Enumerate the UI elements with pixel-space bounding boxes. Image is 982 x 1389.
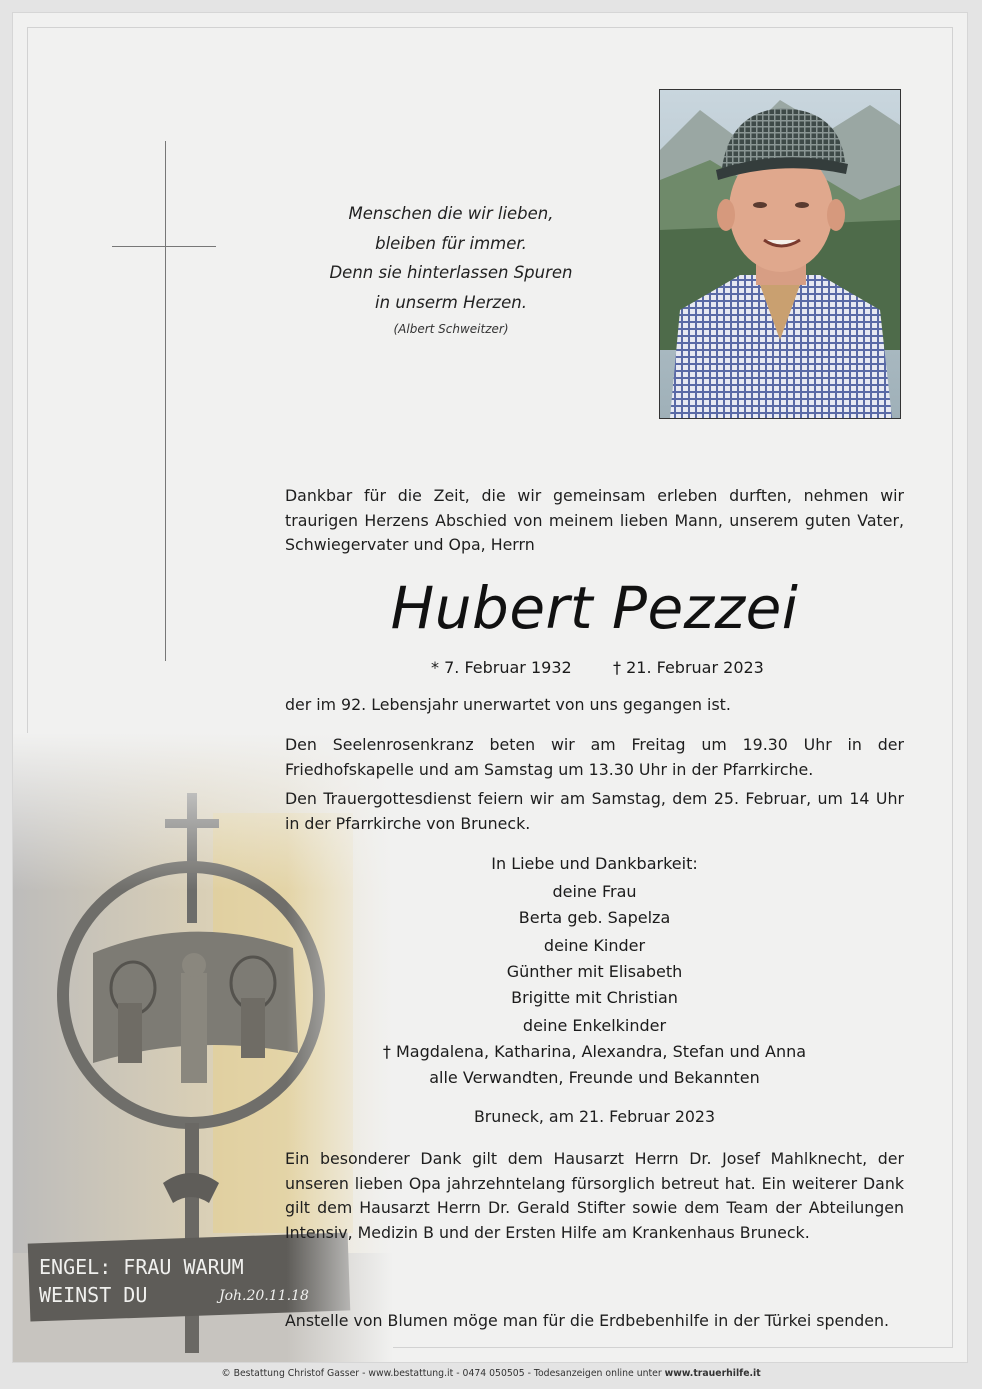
deceased-name: Hubert Pezzei: [390, 574, 799, 642]
quote-line: Menschen die wir lieben,: [348, 204, 554, 223]
cross-bar: [112, 246, 216, 247]
obituary-card: [12, 12, 968, 1363]
footer-link[interactable]: www.trauerhilfe.it: [664, 1368, 761, 1379]
family-line: Günther mit Elisabeth: [506, 962, 683, 981]
family-list: [285, 851, 904, 1091]
quote-line: Denn sie hinterlassen Spuren: [329, 263, 573, 282]
family-line: deine Enkelkinder: [522, 1016, 667, 1035]
funeral-text: Den Trauergottesdienst feiern wir am Samstag, dem 25. Februar, um 14 Uhr in der Pfarrkirche von Bruneck.: [285, 789, 904, 833]
thanks-text: Ein besonderer Dank gilt dem Hausarzt Herrn Dr. Josef Mahlknecht, der unseren lieben Opa jahrzehntelang fürsorglich betreut hat. Ein weiterer Dank gilt dem Hausarzt Herrn Dr. Gerald Stifter sowie dem Team der Abteilungen Intensiv, Medizin B und der Ersten Hilfe am Krankenhaus Bruneck.: [285, 1149, 904, 1242]
quote-author: (Albert Schweitzer): [393, 322, 509, 336]
donation-text: Anstelle von Blumen möge man für die Erdbebenhilfe in der Türkei spenden.: [285, 1311, 890, 1330]
rosary-text: Den Seelenrosenkranz beten wir am Freitag um 19.30 Uhr in der Friedhofskapelle und am Samstag um 13.30 Uhr in der Pfarrkirche.: [285, 735, 904, 779]
family-line: deine Kinder: [543, 936, 646, 955]
portrait-photo: [659, 89, 901, 419]
cross-icon: [165, 141, 166, 661]
place-date: Bruneck, am 21. Februar 2023: [473, 1107, 716, 1126]
family-line: Berta geb. Sapelza: [518, 908, 671, 927]
age-text: der im 92. Lebensjahr unerwartet von uns gegangen ist.: [285, 695, 731, 714]
quote-line: in unserm Herzen.: [375, 292, 527, 312]
family-line: deine Frau: [552, 882, 637, 901]
footer-text: © Bestattung Christof Gasser - www.bestattung.it - 0474 050505 - Todesanzeigen online unter: [221, 1368, 665, 1379]
family-line: † Magdalena, Katharina, Alexandra, Stefan und Anna: [382, 1042, 807, 1061]
death-date: † 21. Februar 2023: [613, 658, 764, 677]
intro-text: Dankbar für die Zeit, die wir gemeinsam erleben durften, nehmen wir traurigen Herzens Abschied von meinem lieben Mann, unserem guten Vater, Schwiegervater und Opa, Herrn: [285, 486, 904, 554]
family-line: In Liebe und Dankbarkeit:: [491, 854, 698, 873]
family-line: alle Verwandten, Freunde und Bekannten: [429, 1068, 760, 1087]
quote: [303, 199, 599, 339]
birth-date: * 7. Februar 1932: [431, 658, 572, 677]
footer: [0, 1368, 982, 1379]
quote-line: bleiben für immer.: [375, 233, 527, 253]
family-line: Brigitte mit Christian: [511, 988, 678, 1007]
